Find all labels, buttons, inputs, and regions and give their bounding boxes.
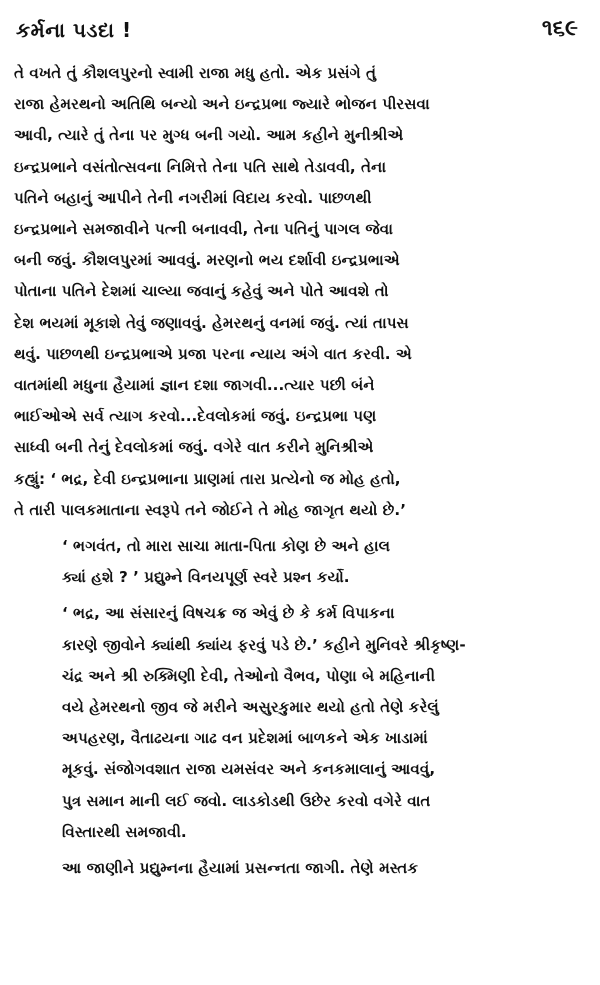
paragraph (14, 58, 586, 526)
text-line: ક્યાં હશે ? ’ પ્રદ્યુમ્ને વિનયપૂર્ણ સ્વરે પ્રશ્ન કર્યો. (62, 568, 350, 587)
text-line: ‘ ભગવંત, તો મારા સાચા માતા-પિતા કોણ છે અને હાલ (62, 537, 391, 556)
paragraph (14, 853, 586, 884)
body-text (14, 58, 586, 884)
text-line: આ જાણીને પ્રદ્યુમ્નના હૈયામાં પ્રસન્નતા જાગી. તેણે મસ્તક (62, 859, 419, 878)
running-title: કર્મના પડદા ! (16, 18, 132, 42)
text-line: કારણે જીવોને ક્યાંથી ક્યાંય ફરવું પડે છે.’ કહીને મુનિવરે શ્રીકૃષ્ણ- (62, 635, 466, 654)
text-line: ‘ ભદ્ર, આ સંસારનું વિષચક્ર જ એવું છે કે કર્મ વિપાકના (62, 604, 395, 623)
text-line: આવી, ત્યારે તું તેના પર મુગ્ધ બની ગયો. આમ કહીને મુનીશ્રીએ (14, 126, 404, 145)
page-number: ૧૬૯ (541, 16, 578, 41)
text-line: ઇન્દ્રપ્રભાને સમજાવીને પત્ની બનાવવી, તેના પતિનું પાગલ જેવા (14, 220, 393, 239)
text-line: ઇન્દ્રપ્રભાને વસંતોત્સવના નિમિત્તે તેના પતિ સાથે તેડાવવી, તેના (14, 157, 387, 176)
text-line: પુત્ર સમાન માની લઈ જવો. લાડકોડથી ઉછેર કરવો વગેરે વાત (62, 791, 431, 810)
page-header (14, 10, 586, 58)
paragraph (14, 531, 586, 593)
text-line: વાતમાંથી મધુના હૈયામાં જ્ઞાન દશા જાગવી...ત્યાર પછી બંને (14, 376, 375, 395)
text-line: ચંદ્ર અને શ્રી રુક્મિણી દેવી, તેઓનો વૈભવ, પોણા બે મહિનાની (62, 666, 436, 685)
text-line: બની જવું. કૌશલપુરમાં આવવું. મરણનો ભય દર્શાવી ઇન્દ્રપ્રભાએ (14, 251, 400, 270)
text-line: ભાઈઓએ સર્વ ત્યાગ કરવો...દેવલોકમાં જવું. ઇન્દ્રપ્રભા પણ (14, 407, 377, 426)
text-line: મૂકવું. સંજોગવશાત રાજા યમસંવર અને કનકમાલાનું આવવું, (62, 760, 436, 779)
paragraph (14, 598, 586, 848)
text-line: દેશ ભયમાં મૂકાશે તેવું જણાવવું. હેમરથનું વનમાં જવું. ત્યાં તાપસ (14, 313, 409, 332)
text-line: કહ્યું: ‘ ભદ્ર, દેવી ઇન્દ્રપ્રભાના પ્રાણમાં તારા પ્રત્યેનો જ મોહ હતો, (14, 469, 401, 488)
text-line: અપહરણ, વૈતાઢયના ગાઢ વન પ્રદેશમાં બાળકને એક ખાડામાં (62, 729, 428, 748)
text-line: પતિને બહાનું આપીને તેની નગરીમાં વિદાય કરવો. પાછળથી (14, 188, 372, 207)
text-line: રાજા હેમરથનો અતિથિ બન્યો અને ઇન્દ્રપ્રભા જ્યારે ભોજન પીરસવા (14, 95, 430, 114)
text-line: તે વખતે તું કૌશલપુરનો સ્વામી રાજા મધુ હતો. એક પ્રસંગે તું (14, 64, 377, 82)
text-line: વિસ્તારથી સમજાવી. (62, 822, 187, 841)
text-line: થવું. પાછળથી ઇન્દ્રપ્રભાએ પ્રજા પરના ન્યાય અંગે વાત કરવી. એ (14, 344, 412, 363)
text-line: સાધ્વી બની તેનું દેવલોકમાં જવું. વગેરે વાત કરીને મુનિશ્રીએ (14, 438, 374, 457)
text-line: પોતાના પતિને દેશમાં ચાલ્યા જવાનું કહેવું અને પોતે આવશે તો (14, 282, 389, 301)
text-line: વયે હેમરથનો જીવ જે મરીને અસુરકુમાર થયો હતો તેણે કરેલું (62, 698, 439, 717)
text-line: તે તારી પાલકમાતાના સ્વરૂપે તને જોઈને તે મોહ જાગૃત થયો છે.’ (14, 500, 406, 519)
